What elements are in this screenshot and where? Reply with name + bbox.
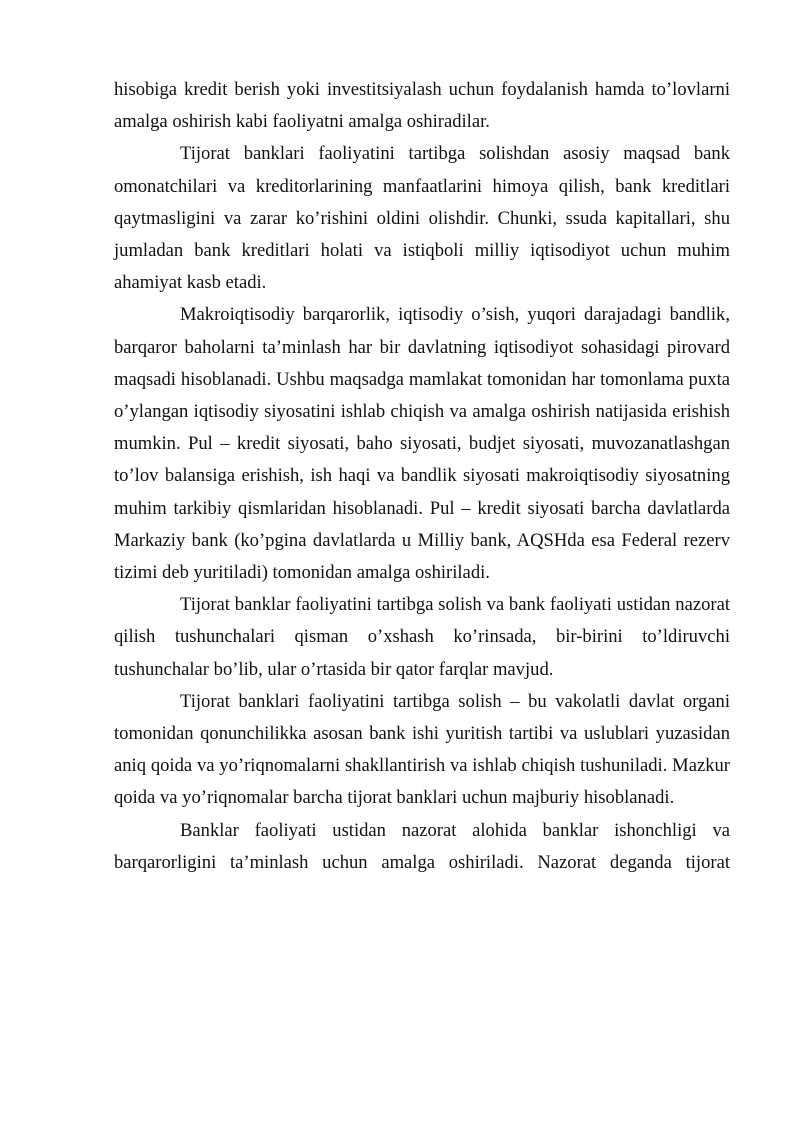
paragraph-macroeconomic-stability: Makroiqtisodiy barqarorlik, iqtisodiy o’sish, yuqori darajadagi bandlik, barqaror baholarni ta’minlash har bir davlatning iqtisodiyot sohasidagi pirovard maqsadi hisoblanadi. Ushbu maqsadga mamlakat tomonidan har tomonlama puxta o’ylangan iqtisodiy siyosatini ishlab chiqish va amalga oshirish natijasida erishish mumkin. Pul – kredit siyosati, baho siyosati, budjet siyosati, muvozanatlashgan to’lov balansiga erishish, ish haqi va bandlik siyosati makroiqtisodiy siyosatning muhim tarkibiy qismlaridan hisoblanadi. Pul – kredit siyosati barcha davlatlarda Markaziy bank (ko’pgina davlatlarda u Milliy bank, AQSHda esa Federal rezerv tizimi deb yuritiladi) tomonidan amalga oshiriladi.: [114, 304, 730, 584]
paragraph-regulation-vs-supervision: Tijorat banklar faoliyatini tartibga solish va bank faoliyati ustidan nazorat qilish tushunchalari qisman o’xshash ko’rinsada, bir-birini to’ldiruvchi tushunchalar bo’lib, ular o’rtasida bir qator farqlar mavjud.: [114, 594, 730, 680]
paragraph-regulation-definition: Tijorat banklari faoliyatini tartibga solish – bu vakolatli davlat organi tomonidan qonunchilikka asosan bank ishi yuritish tartibi va uslublari yuzasidan aniq qoida va yo’riqnomalarni shakllantirish va ishlab chiqish tushuniladi. Mazkur qoida va yo’riqnomalar barcha tijorat banklari uchun majburiy hisoblanadi.: [114, 690, 730, 809]
paragraph-supervision: Banklar faoliyati ustidan nazorat alohida banklar ishonchligi va barqarorligini ta’minlash uchun amalga oshiriladi. Nazorat deganda tijorat: [114, 819, 730, 873]
paragraph-regulation-goal: Tijorat banklari faoliyatini tartibga solishdan asosiy maqsad bank omonatchilari va kreditorlarining manfaatlarini himoya qilish, bank kreditlari qaytmasligini va zarar ko’rishini oldini olishdir. Chunki, ssuda kapitallari, shu jumladan bank kreditlari holati va istiqboli milliy iqtisodiyot uchun muhim ahamiyat kasb etadi.: [114, 143, 730, 294]
paragraph-continuation: hisobiga kredit berish yoki investitsiyalash uchun foydalanish hamda to’lovlarni amalga oshirish kabi faoliyatni amalga oshiradilar.: [114, 79, 730, 133]
document-body: [114, 74, 730, 879]
